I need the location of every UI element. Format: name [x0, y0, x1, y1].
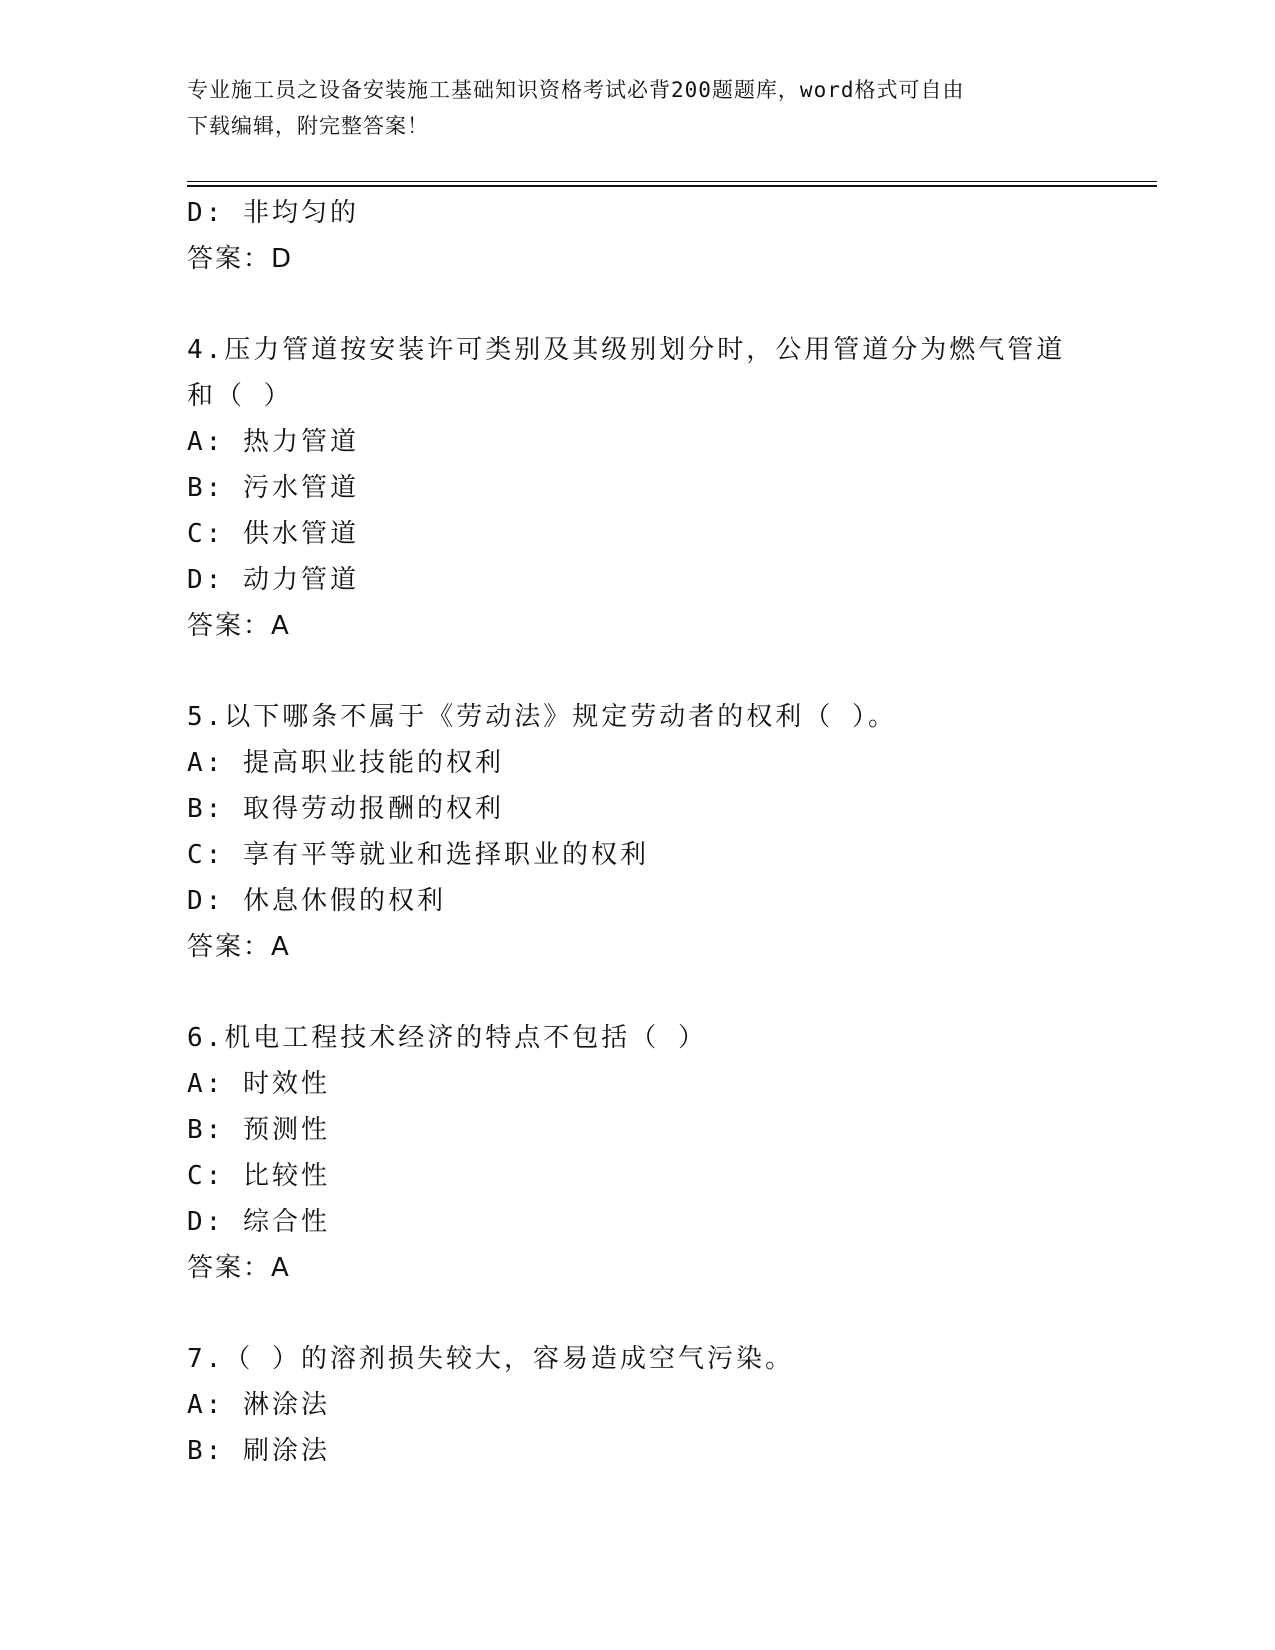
option-d: D: 非均匀的 [187, 198, 359, 228]
question-stem: 5.以下哪条不属于《劳动法》规定劳动者的权利（ ）。 [187, 702, 897, 732]
option-c: C: 比较性 [187, 1161, 330, 1191]
option-d: D: 休息休假的权利 [187, 886, 446, 916]
option-b: B: 取得劳动报酬的权利 [187, 794, 504, 824]
question-6 [187, 1015, 1147, 1291]
question-stem: 6.机电工程技术经济的特点不包括（ ） [187, 1023, 707, 1053]
answer-line: 答案：A [187, 1253, 291, 1283]
header-title-line-2: 下载编辑，附完整答案！ [187, 114, 429, 138]
question-5 [187, 694, 1147, 970]
option-b: B: 刷涂法 [187, 1436, 330, 1466]
question-list [187, 190, 1147, 1474]
option-a: A: 热力管道 [187, 427, 359, 457]
option-c: C: 享有平等就业和选择职业的权利 [187, 840, 649, 870]
option-d: D: 综合性 [187, 1207, 330, 1237]
question-stem-continued: 和（ ） [187, 381, 293, 411]
question-stem: 4.压力管道按安装许可类别及其级别划分时，公用管道分为燃气管道 [187, 335, 1066, 365]
option-a: A: 提高职业技能的权利 [187, 748, 504, 778]
option-a: A: 时效性 [187, 1069, 330, 1099]
question-7 [187, 1336, 1147, 1474]
header-divider-thin [187, 181, 1157, 182]
option-b: B: 污水管道 [187, 473, 359, 503]
page-header [187, 72, 1087, 144]
option-c: C: 供水管道 [187, 519, 359, 549]
spacer [187, 1291, 1147, 1336]
answer-line: 答案：D [187, 244, 294, 274]
answer-line: 答案：A [187, 932, 291, 962]
header-divider-thick [187, 185, 1157, 187]
spacer [187, 970, 1147, 1015]
answer-line: 答案：A [187, 611, 291, 641]
option-a: A: 淋涂法 [187, 1390, 330, 1420]
question-stem: 7.（ ）的溶剂损失较大，容易造成空气污染。 [187, 1344, 794, 1374]
spacer [187, 282, 1147, 327]
header-title-line-1: 专业施工员之设备安装施工基础知识资格考试必背200题题库，word格式可自由 [187, 78, 965, 102]
option-d: D: 动力管道 [187, 565, 359, 595]
option-b: B: 预测性 [187, 1115, 330, 1145]
spacer [187, 649, 1147, 694]
question-4 [187, 327, 1147, 649]
question-3-tail [187, 190, 1147, 282]
